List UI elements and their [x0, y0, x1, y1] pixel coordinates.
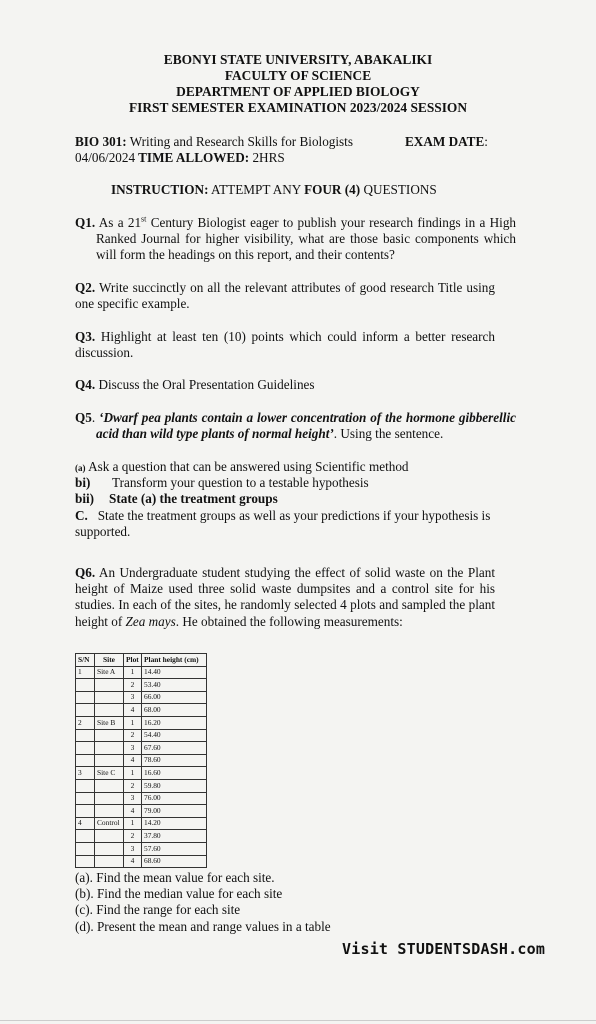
- q5-part-a: (a) Ask a question that can be answered using Scientific method: [75, 459, 409, 474]
- cell-plot: 3: [124, 691, 142, 704]
- question-1: Q1. As a 21st Century Biologist eager to publish your research findings in a High Ranked Journal for higher visibility, what are those basic components which will form the headings on this report, and their contents?: [75, 214, 517, 263]
- table-row: [76, 779, 207, 792]
- cell-sn: [76, 779, 95, 792]
- cell-plot: 1: [124, 767, 142, 780]
- cell-height: 76.00: [142, 792, 207, 805]
- cell-height: 53.40: [142, 679, 207, 692]
- table-row: [76, 830, 207, 843]
- cell-height: 68.60: [142, 855, 207, 868]
- table-row: [76, 792, 207, 805]
- question-6: Q6. An Undergraduate student studying the effect of solid waste on the Plant height of Maize used three solid waste dumpsites and a control site for his studies. In each of the sites, he randomly selected 4 plots and sampled the plant height of Zea mays. He obtained the following measurements:: [75, 565, 495, 629]
- cell-sn: [76, 679, 95, 692]
- cell-height: 16.20: [142, 716, 207, 729]
- cell-plot: 4: [124, 855, 142, 868]
- cell-height: 59.80: [142, 779, 207, 792]
- cell-site: Site B: [95, 716, 124, 729]
- university-name: EBONYI STATE UNIVERSITY, ABAKALIKI: [163, 52, 433, 67]
- cell-sn: [76, 830, 95, 843]
- table-row: [76, 704, 207, 717]
- q6-part-c: (c). Find the range for each site: [75, 902, 241, 918]
- cell-sn: [76, 691, 95, 704]
- q6-part-a: (a). Find the mean value for each site.: [75, 870, 275, 885]
- cell-sn: 4: [76, 817, 95, 830]
- cell-plot: 2: [124, 729, 142, 742]
- cell-site: [95, 779, 124, 792]
- q6-part-b: (b). Find the median value for each site: [75, 886, 283, 902]
- cell-site: [95, 830, 124, 843]
- cell-site: [95, 754, 124, 767]
- question-2: Q2. Write succinctly on all the relevant attributes of good research Title using one specific example.: [75, 280, 495, 312]
- cell-plot: 2: [124, 679, 142, 692]
- cell-site: [95, 679, 124, 692]
- cell-height: 16.60: [142, 767, 207, 780]
- date-time-line: [75, 150, 495, 166]
- cell-plot: 1: [124, 716, 142, 729]
- cell-sn: [76, 792, 95, 805]
- cell-height: 67.60: [142, 742, 207, 755]
- cell-plot: 1: [124, 666, 142, 679]
- cell-sn: [76, 855, 95, 868]
- measurements-table: [75, 653, 207, 868]
- cell-height: 78.60: [142, 754, 207, 767]
- exam-date: 04/06/2024: [75, 150, 136, 165]
- cell-sn: [76, 742, 95, 755]
- watermark-link[interactable]: Visit STUDENTSDASH.com: [342, 940, 546, 958]
- table-row: [76, 691, 207, 704]
- course-code: BIO 301:: [75, 134, 127, 149]
- cell-site: [95, 704, 124, 717]
- table-row: [76, 817, 207, 830]
- table-row: [76, 842, 207, 855]
- faculty-name: FACULTY OF SCIENCE: [224, 68, 372, 83]
- q5-part-c: C. State the treatment groups as well as your predictions if your hypothesis is supported.: [75, 508, 491, 540]
- cell-plot: 4: [124, 704, 142, 717]
- cell-site: [95, 842, 124, 855]
- species-name: Zea mays: [125, 613, 176, 629]
- cell-sn: [76, 805, 95, 818]
- cell-sn: 3: [76, 767, 95, 780]
- table-row: [76, 666, 207, 679]
- cell-sn: [76, 704, 95, 717]
- cell-site: [95, 742, 124, 755]
- cell-site: Control: [95, 817, 124, 830]
- time-allowed: 2HRS: [249, 150, 285, 165]
- cell-sn: [76, 729, 95, 742]
- table-header-row: [76, 654, 207, 667]
- cell-sn: [76, 842, 95, 855]
- cell-site: Site C: [95, 767, 124, 780]
- col-sn: S/N: [76, 654, 95, 667]
- cell-height: 14.20: [142, 817, 207, 830]
- cell-plot: 3: [124, 842, 142, 855]
- q5-part-bii: bii) State (a) the treatment groups: [75, 491, 278, 506]
- time-label: TIME ALLOWED:: [135, 150, 250, 165]
- cell-site: Site A: [95, 666, 124, 679]
- cell-plot: 4: [124, 805, 142, 818]
- table-row: [76, 729, 207, 742]
- cell-height: 68.00: [142, 704, 207, 717]
- cell-height: 54.40: [142, 729, 207, 742]
- table-row: [76, 742, 207, 755]
- cell-height: 37.80: [142, 830, 207, 843]
- instruction: INSTRUCTION: ATTEMPT ANY FOUR (4) QUESTIONS: [111, 182, 437, 197]
- q6-parts: [75, 870, 495, 935]
- q5-part-bi: bi) Transform your question to a testable hypothesis: [75, 475, 369, 490]
- cell-site: [95, 805, 124, 818]
- question-5: Q5. ‘Dwarf pea plants contain a lower concentration of the hormone gibberellic acid than wild type plants of normal height’. Using the sentence.: [75, 410, 516, 442]
- cell-height: 66.00: [142, 691, 207, 704]
- table-row: [76, 805, 207, 818]
- cell-site: [95, 691, 124, 704]
- cell-site: [95, 855, 124, 868]
- cell-plot: 3: [124, 792, 142, 805]
- cell-height: 14.40: [142, 666, 207, 679]
- cell-plot: 2: [124, 830, 142, 843]
- table-row: [76, 767, 207, 780]
- cell-plot: 2: [124, 779, 142, 792]
- table-row: [76, 855, 207, 868]
- question-4: Q4. Discuss the Oral Presentation Guidelines: [75, 377, 315, 392]
- cell-plot: 1: [124, 817, 142, 830]
- cell-plot: 4: [124, 754, 142, 767]
- course-title: Writing and Research Skills for Biologists: [126, 134, 353, 149]
- divider: [0, 1020, 596, 1021]
- cell-plot: 3: [124, 742, 142, 755]
- col-plot: Plot: [124, 654, 142, 667]
- q5-statement: ‘Dwarf pea plants contain a lower concentration of the hormone gibberellic acid than wild type plants of normal height’: [96, 410, 516, 442]
- cell-sn: 2: [76, 716, 95, 729]
- cell-site: [95, 792, 124, 805]
- course-line: BIO 301: Writing and Research Skills for Biologists EXAM DATE:: [75, 134, 488, 149]
- table-row: [76, 716, 207, 729]
- q6-part-d: (d). Present the mean and range values in a table: [75, 918, 331, 934]
- table-row: [76, 754, 207, 767]
- cell-height: 79.00: [142, 805, 207, 818]
- cell-site: [95, 729, 124, 742]
- question-3: Q3. Highlight at least ten (10) points which could inform a better research discussion.: [75, 329, 495, 361]
- col-site: Site: [95, 654, 124, 667]
- department-name: DEPARTMENT OF APPLIED BIOLOGY: [176, 84, 420, 99]
- table-row: [76, 679, 207, 692]
- exam-date-label: EXAM DATE: [405, 134, 485, 149]
- cell-height: 57.60: [142, 842, 207, 855]
- exam-title: FIRST SEMESTER EXAMINATION 2023/2024 SESSION: [128, 100, 468, 115]
- cell-sn: 1: [76, 666, 95, 679]
- cell-sn: [76, 754, 95, 767]
- col-plant-height: Plant height (cm): [142, 654, 207, 667]
